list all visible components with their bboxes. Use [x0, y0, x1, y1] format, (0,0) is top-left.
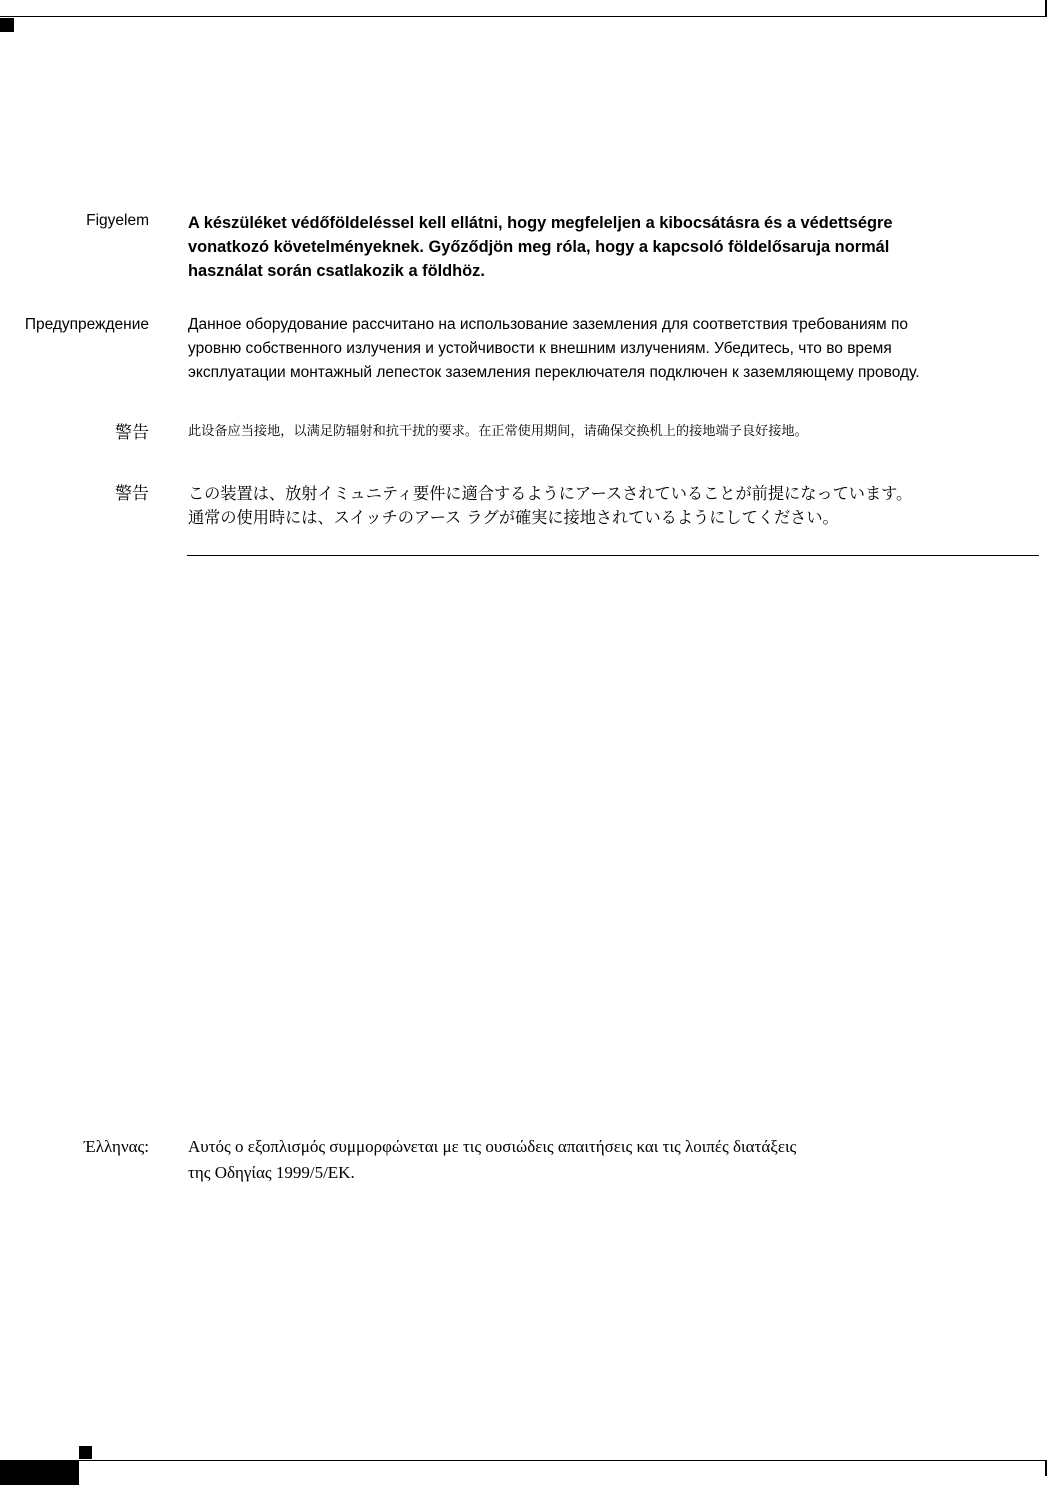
- text-line: 通常の使用時には、スイッチのアース ラグが確実に接地されているようにしてください。: [188, 508, 839, 527]
- warning-label-russian: Предупреждение: [24, 316, 149, 333]
- warning-label-chinese: 警告: [115, 423, 149, 443]
- warning-text-chinese: [188, 420, 1038, 444]
- bottom-marker: [79, 1446, 92, 1459]
- warning-text-russian: [188, 313, 1038, 385]
- text-line: A készüléket védőföldeléssel kell ellátni, hogy megfeleljen a kibocsátásra és a védettségre: [188, 214, 893, 232]
- greek-label: Έλληνας:: [83, 1137, 149, 1156]
- text-line: эксплуатации монтажный лепесток заземления переключателя подключен к заземляющему проводу.: [188, 364, 920, 381]
- top-rule: [0, 16, 1046, 17]
- text-line: この装置は、放射イミュニティ要件に適合するようにアースされていることが前提になっています。: [188, 484, 913, 503]
- bottom-right-tick: [1045, 1460, 1047, 1476]
- warning-label-hungarian: Figyelem: [86, 212, 149, 229]
- warning-text-hungarian: [188, 211, 1038, 283]
- bottom-left-block: [0, 1460, 79, 1485]
- text-line: használat során csatlakozik a földhöz.: [188, 262, 485, 280]
- text-line: Данное оборудование рассчитано на использование заземления для соответствия требованиям по: [188, 316, 908, 333]
- warning-label-japanese: 警告: [115, 484, 149, 504]
- text-line: 此设备应当接地，以满足防辐射和抗干扰的要求。在正常使用期间，请确保交换机上的接地端子良好接地。: [188, 424, 808, 439]
- text-line: Αυτός ο εξοπλισμός συμμορφώνεται με τις ουσιώδεις απαιτήσεις και τις λοιπές διατάξεις: [188, 1137, 797, 1156]
- top-left-marker: [0, 18, 14, 32]
- text-line: vonatkozó követelményeknek. Győződjön meg róla, hogy a kapcsoló földelősaruja normál: [188, 238, 890, 256]
- top-right-tick: [1045, 0, 1047, 17]
- section-divider: [187, 555, 1039, 556]
- warning-text-japanese: [188, 482, 1038, 530]
- text-line: της Οδηγίας 1999/5/ΕΚ.: [188, 1163, 355, 1182]
- greek-text: [188, 1134, 1038, 1186]
- bottom-rule: [79, 1460, 1047, 1461]
- text-line: уровню собственного излучения и устойчивости к внешним излучениям. Убедитесь, что во время: [188, 340, 892, 357]
